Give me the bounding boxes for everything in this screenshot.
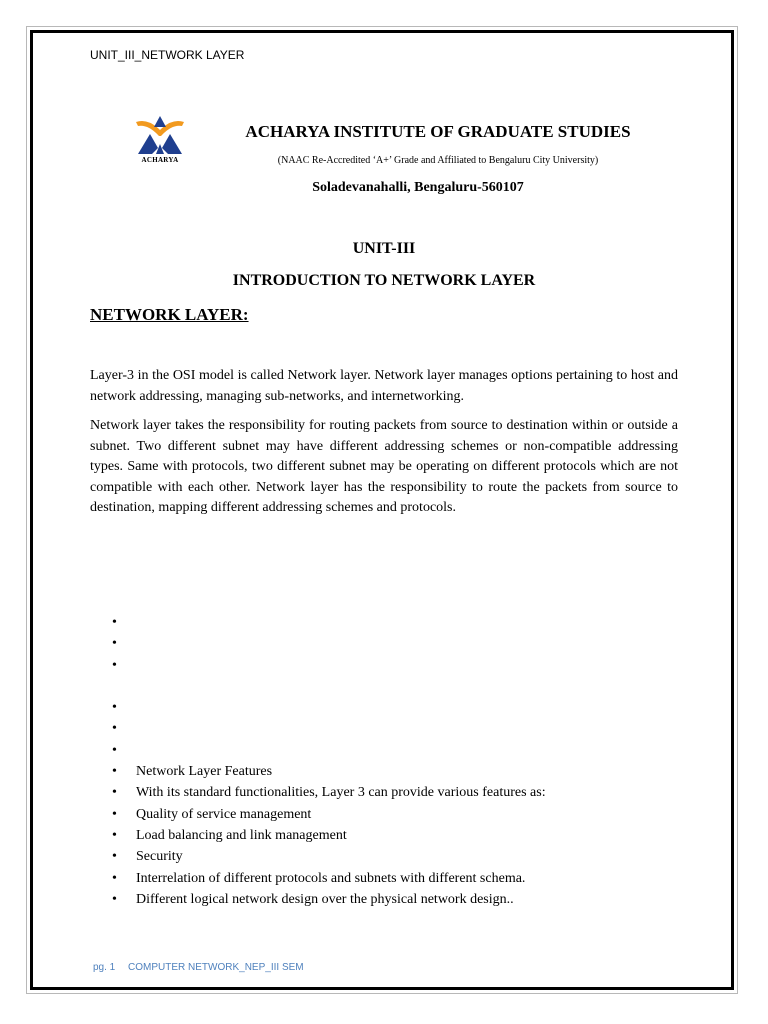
list-item: • Security	[112, 846, 672, 867]
logo-text: ACHARYA	[141, 156, 179, 164]
empty-bullet	[112, 697, 672, 718]
institute-logo	[128, 114, 192, 168]
page-footer	[93, 962, 304, 973]
list-item: • With its standard functionalities, Layer 3 can provide various features as:	[112, 782, 672, 803]
institute-name: ACHARYA INSTITUTE OF GRADUATE STUDIES	[245, 122, 631, 141]
empty-bullet	[112, 718, 672, 739]
institute-accreditation: (NAAC Re-Accredited ‘A+’ Grade and Affiliated to Bengaluru City University)	[277, 155, 599, 166]
bullet-list	[112, 612, 672, 910]
paragraph-1: Layer-3 in the OSI model is called Network layer. Network layer manages options pertaining to host and network addressing, managing sub-networks, and internetworking.	[90, 368, 678, 404]
list-item: • Different logical network design over the physical network design..	[112, 889, 672, 910]
paragraph-2: Network layer takes the responsibility for routing packets from source to destination within or outside a subnet. Two different subnet may have different addressing schemes or non-compatible addressing types. Same with protocols, two different subnet may be operating on different protocols which are not compatible with each other. Network layer has the responsibility to route the packets from source to destination, mapping different addressing schemes and protocols.	[90, 418, 678, 515]
empty-bullet	[112, 612, 672, 633]
page-number: pg. 1	[93, 962, 116, 973]
intro-title: INTRODUCTION TO NETWORK LAYER	[232, 272, 536, 289]
unit-title: UNIT-III	[352, 240, 416, 257]
acharya-logo-icon	[128, 114, 192, 158]
empty-bullet	[112, 633, 672, 654]
empty-bullet	[112, 740, 672, 761]
list-item: • Interrelation of different protocols and subnets with different schema.	[112, 868, 672, 889]
institute-address: Soladevanahalli, Bengaluru-560107	[312, 180, 524, 195]
empty-bullet	[112, 655, 672, 676]
list-gap	[112, 676, 672, 697]
section-heading: NETWORK LAYER:	[90, 305, 249, 324]
footer-course: COMPUTER NETWORK_NEP_III SEM	[128, 962, 304, 973]
list-item: • Load balancing and link management	[112, 825, 672, 846]
running-header: UNIT_III_NETWORK LAYER	[90, 48, 245, 62]
list-item: • Quality of service management	[112, 804, 672, 825]
list-item: • Network Layer Features	[112, 761, 672, 782]
